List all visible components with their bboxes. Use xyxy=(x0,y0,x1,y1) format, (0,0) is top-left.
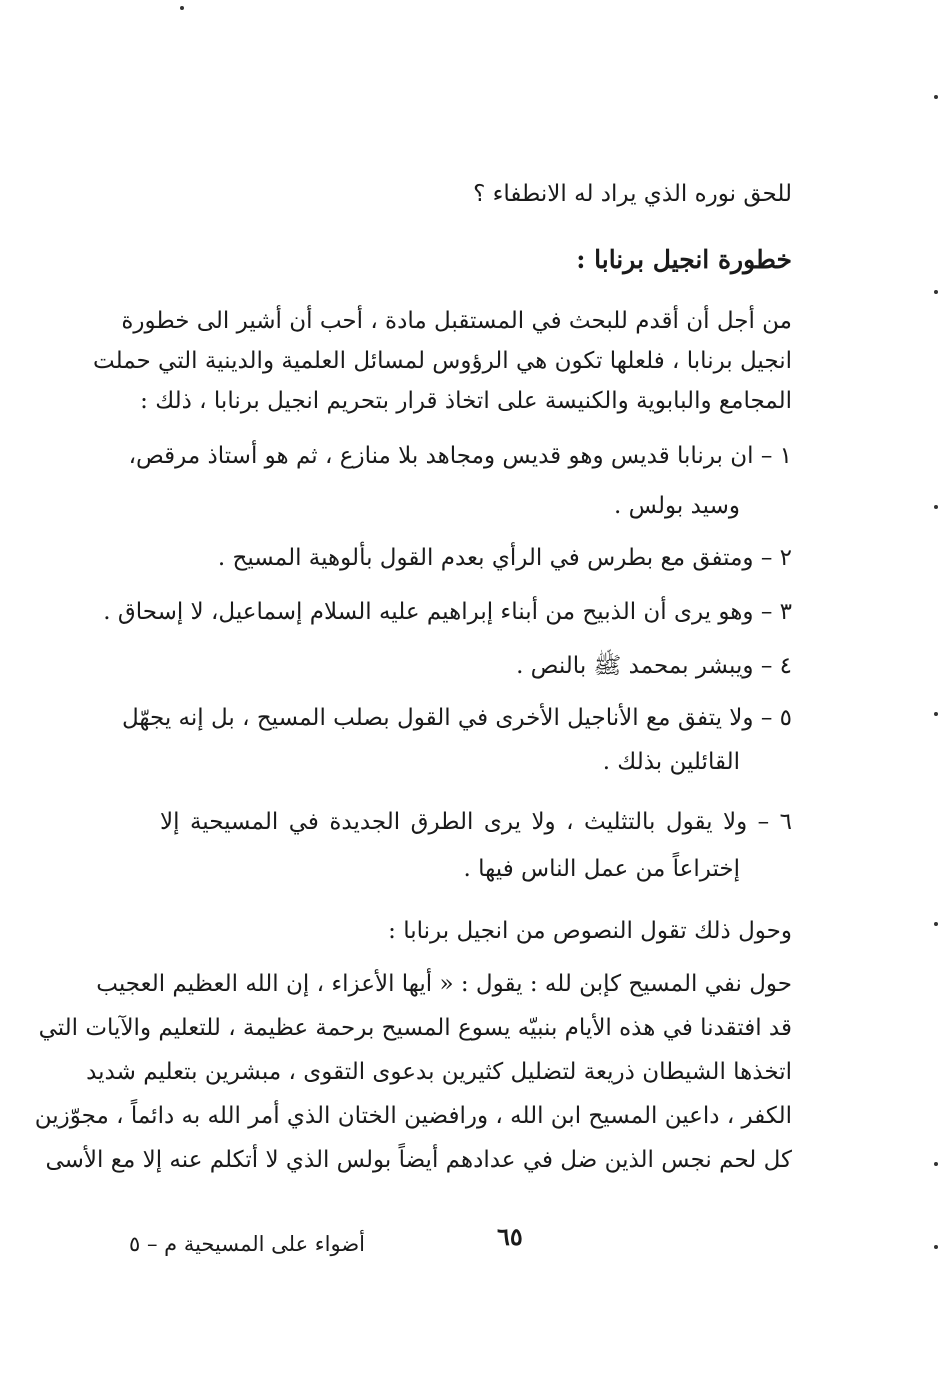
scan-speck xyxy=(934,290,938,294)
page-number: ٦٥ xyxy=(497,1222,523,1251)
scan-speck xyxy=(934,712,938,716)
list-item-4: ٤ – ويبشر بمحمد ﷺ بالنص . xyxy=(516,653,792,679)
list-item-5-continued: القائلين بذلك . xyxy=(602,749,740,775)
footer-book-title: أضواء على المسيحية م – ٥ xyxy=(129,1232,365,1256)
quote-line: قد افتقدنا في هذه الأيام بنبيّه يسوع المسيح برحمة عظيمة ، للتعليم والآيات التي xyxy=(38,1015,792,1041)
text-line: للحق نوره الذي يراد له الانطفاء ؟ xyxy=(473,181,792,207)
scan-speck xyxy=(934,1162,938,1166)
list-item-1: ١ – ان برنابا قديس وهو قديس ومجاهد بلا منازع ، ثم هو أستاذ مرقص، xyxy=(128,443,792,469)
list-item-5: ٥ – ولا يتفق مع الأناجيل الأخرى في القول بصلب المسيح ، بل إنه يجهّل xyxy=(121,705,792,731)
quote-line: حول نفي المسيح كإبن لله : يقول : « أيها الأعزاء ، إن الله العظيم العجيب xyxy=(96,971,792,997)
scan-speck xyxy=(180,6,184,10)
paragraph-line: انجيل برنابا ، فلعلها تكون هي الرؤوس لمسائل العلمية والدينية التي حملت xyxy=(93,348,792,374)
list-item-1-continued: وسيد بولس . xyxy=(614,493,740,519)
list-item-6-continued: إختراعاً من عمل الناس فيها . xyxy=(463,856,740,882)
list-item-3: ٣ – وهو يرى أن الذبيح من أبناء إبراهيم عليه السلام إسماعيل، لا إسحاق . xyxy=(103,599,792,625)
scan-speck xyxy=(934,95,938,99)
paragraph-line: من أجل أن أقدم للبحث في المستقبل مادة ، أحب أن أشير الى خطورة xyxy=(121,308,792,334)
scan-speck xyxy=(934,1245,938,1249)
quote-line: الكفر ، داعين المسيح ابن الله ، ورافضين الختان الذي أمر الله به دائماً ، مجوّزين xyxy=(34,1103,792,1129)
section-heading: خطورة انجيل برنابا : xyxy=(576,245,792,274)
quote-line: كل لحم نجس الذين ضل في عدادهم أيضاً بولس الذي لا أتكلم عنه إلا مع الأسى xyxy=(45,1147,792,1173)
list-item-6: ٦ – ولا يقول بالتثليث ، ولا يرى الطرق الجديدة في المسيحية إلا xyxy=(160,809,792,835)
scan-speck xyxy=(934,505,938,509)
scan-speck xyxy=(934,922,938,926)
text-line: وحول ذلك تقول النصوص من انجيل برنابا : xyxy=(388,918,792,944)
paragraph-line: المجامع والبابوية والكنيسة على اتخاذ قرار بتحريم انجيل برنابا ، ذلك : xyxy=(140,388,792,414)
quote-line: اتخذها الشيطان ذريعة لتضليل كثيرين بدعوى التقوى ، مبشرين بتعليم شديد xyxy=(86,1059,792,1085)
list-item-2: ٢ – ومتفق مع بطرس في الرأي بعدم القول بألوهية المسيح . xyxy=(217,545,792,571)
